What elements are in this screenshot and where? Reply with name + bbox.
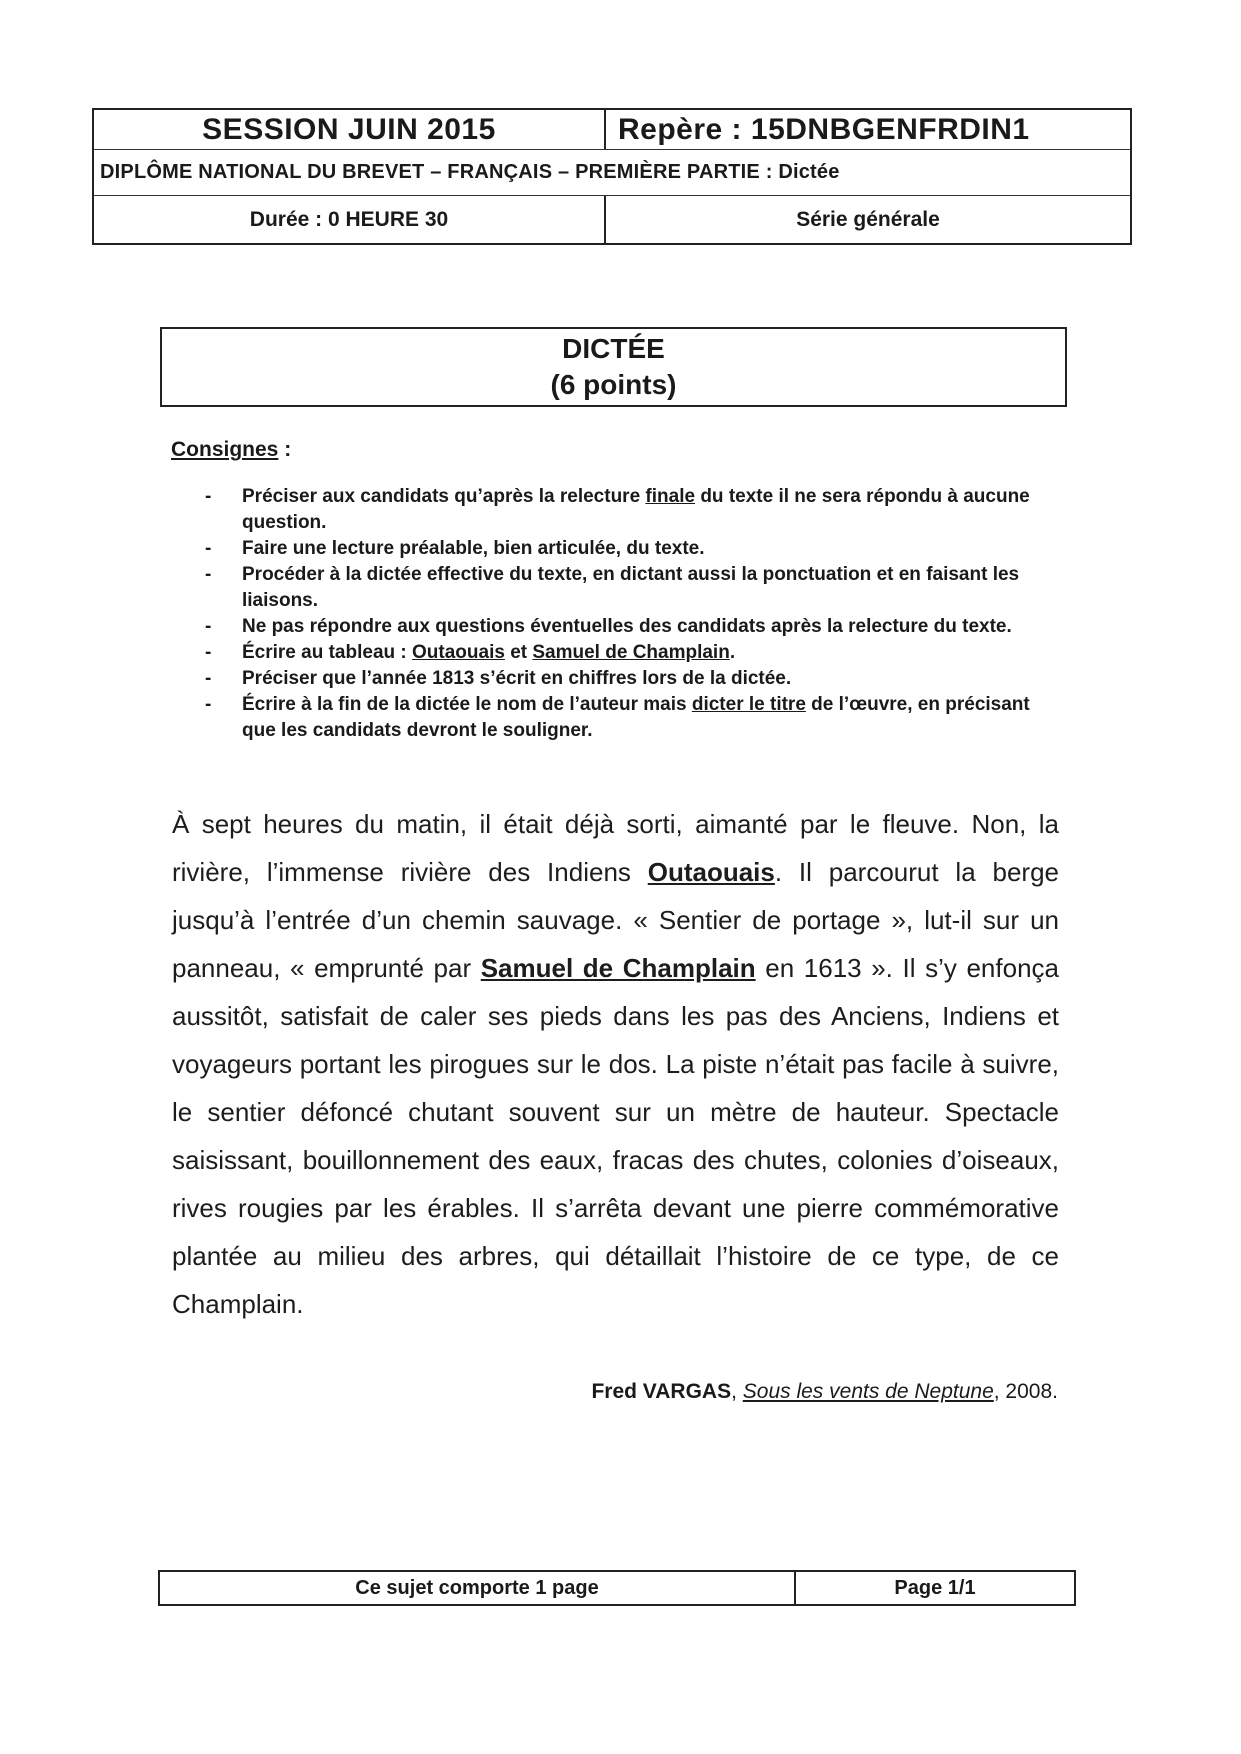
consigne-item: [205, 536, 1060, 562]
consignes-heading-colon: :: [278, 438, 292, 461]
dictation-segment: en 1613 ». Il s’y enfonça aussitôt, satisfait de caler ses pieds dans les pas des Anciens, Indiens et voyageurs portant les pirogues sur le dos. La piste n’était pas facile à suivre, le sentier défoncé chutant souvent sur un mètre de hauteur. Spectacle saisissant, bouillonnement des eaux, fracas des chutes, colonies d’oiseaux, rives rougies par les érables. Il s’arrêta devant une pierre commémorative plantée au milieu des arbres, qui détaillait l’histoire de ce type, de ce Champlain.: [172, 953, 1059, 1319]
dictation-segment: À sept heures du matin, il était déjà sorti, aimanté par le fleuve. Non, la rivière, l’immense rivière des Indiens: [172, 809, 1059, 887]
consigne-text: du texte il ne sera répondu à aucune question.: [242, 486, 1030, 533]
list-dash: -: [205, 642, 212, 663]
consigne-text: Préciser aux candidats qu’après la relecture: [242, 486, 646, 507]
list-dash: -: [205, 668, 212, 689]
header-row-diploma: [94, 150, 1130, 196]
consigne-item: [205, 484, 1060, 536]
dictation-segment: . Il parcourut la berge jusqu’à l’entrée d’un chemin sauvage. « Sentier de portage », lut-il sur un panneau, « emprunté par: [172, 857, 1059, 983]
list-dash: -: [205, 486, 212, 507]
consigne-text: .: [729, 642, 736, 663]
consigne-item: [205, 640, 1060, 666]
consigne-underlined: Outaouais: [412, 642, 505, 663]
author-separator: ,: [731, 1380, 743, 1403]
dictation-text: [172, 800, 1059, 1328]
list-dash: -: [205, 694, 212, 715]
page-count-label: Ce sujet comporte 1 page: [355, 1576, 599, 1599]
consigne-text: Procéder à la dictée effective du texte, en dictant aussi la ponctuation et en faisant les liaisons.: [242, 564, 1020, 611]
work-title: Sous les vents de Neptune: [742, 1380, 994, 1403]
title-box: [160, 327, 1067, 407]
author-name: Fred VARGAS: [591, 1380, 732, 1403]
list-dash: -: [205, 616, 212, 637]
header-row-duration: [94, 196, 1130, 243]
repere-label: Repère : 15DNBGENFRDIN1: [604, 110, 1130, 149]
consignes-list: [205, 484, 1060, 744]
consigne-text: Écrire au tableau :: [242, 642, 413, 663]
consigne-item: [205, 692, 1060, 744]
footer-table: [158, 1570, 1076, 1606]
consigne-text: Écrire à la fin de la dictée le nom de l’auteur mais: [242, 694, 692, 715]
consigne-text: Préciser que l’année 1813 s’écrit en chiffres lors de la dictée.: [242, 668, 792, 689]
series-label: Série générale: [604, 196, 1130, 243]
publication-year: , 2008.: [993, 1380, 1058, 1403]
consigne-text: Ne pas répondre aux questions éventuelles des candidats après la relecture du texte.: [242, 616, 1012, 637]
consigne-underlined: Samuel de Champlain: [532, 642, 730, 663]
consigne-text: et: [504, 642, 533, 663]
list-dash: -: [205, 538, 212, 559]
dictation-keyword: Outaouais: [647, 857, 775, 887]
duration-label: Durée : 0 HEURE 30: [249, 207, 449, 231]
list-dash: -: [205, 564, 212, 585]
consigne-text: de l’œuvre, en précisant que les candidats devront le souligner.: [242, 694, 1030, 741]
page-title: DICTÉE: [562, 333, 665, 364]
header-table: [92, 108, 1132, 245]
diploma-label: DIPLÔME NATIONAL DU BREVET – FRANÇAIS – PREMIÈRE PARTIE : Dictée: [100, 161, 840, 183]
page-number: Page 1/1: [794, 1572, 1074, 1604]
consigne-item: [205, 614, 1060, 640]
consigne-text: Faire une lecture préalable, bien articulée, du texte.: [242, 538, 705, 559]
session-label: SESSION JUIN 2015: [202, 112, 496, 146]
header-row-session: [94, 110, 1130, 150]
consignes-heading: [171, 438, 291, 462]
consignes-heading-word: Consignes: [171, 438, 279, 461]
author-citation: [500, 1380, 1058, 1404]
consigne-underlined: finale: [645, 486, 696, 507]
consigne-item: [205, 562, 1060, 614]
points-label: (6 points): [550, 369, 677, 400]
dictation-keyword: Samuel de Champlain: [480, 953, 756, 983]
consigne-underlined: dicter le titre: [691, 694, 806, 715]
consigne-item: [205, 666, 1060, 692]
